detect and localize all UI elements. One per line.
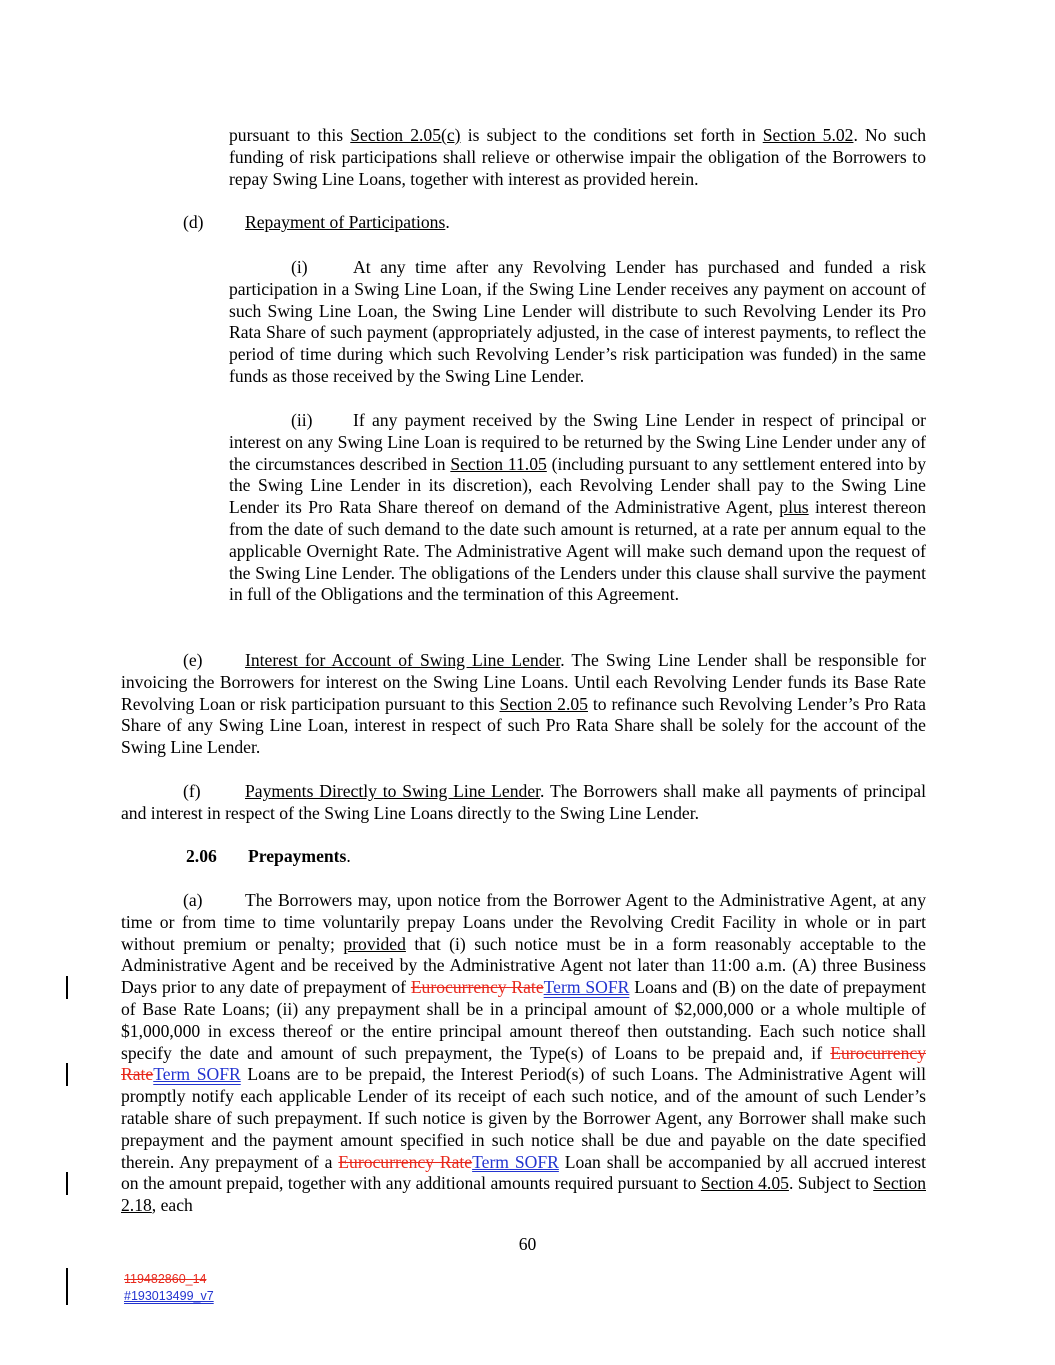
provided-term: provided <box>343 933 406 954</box>
paragraph-e: (e) Interest for Account of Swing Line Lender. The Swing Line Lender shall be responsible for invoicing the Borrowers for interest on the Swing Line Loans. Until each Revolving Lender funds its Base Rate Revolving Loan or risk participation pursuant to this Section 2.05 to refinance such Revolving Lender’s Pro Rata Share of any Swing Line Loan, interest in respect of such Pro Rata Share shall be solely for the account of the Swing Line Lender. <box>121 650 926 758</box>
paragraph-d-label: (d) <box>183 212 204 232</box>
section-ref-2-18: Section 2.18 <box>121 1173 926 1216</box>
section-ref-11-05: Section 11.05 <box>450 453 547 474</box>
paragraph-d-ii: (ii) If any payment received by the Swing Line Lender in respect of principal or interest on any Swing Line Loan is required to be returned by the Swing Line Lender under any of the circumstances described in Section 11.05 (including pursuant to any settlement entered into by the Swing Line Lender in its discretion), each Revolving Lender shall pay to the Swing Line Lender its Pro Rata Share thereof on demand of the Administrative Agent, plus interest thereon from the date of such demand to the date such amount is returned, at a rate per annum equal to the applicable Overnight Rate. The Administrative Agent will make such demand upon the request of the Swing Line Lender. The obligations of the Lenders under this clause shall survive the payment in full of the Obligations and the termination of this Agreement. <box>229 410 926 605</box>
paragraph-c-continuation: pursuant to this Section 2.05(c) is subject to the conditions set forth in Section 5.02. No such funding of risk participations shall relieve or otherwise impair the obligation of the Borrowers to repay Swing Line Loans, together with interest as provided herein. <box>229 125 926 189</box>
paragraph-e-label: (e) <box>183 650 203 670</box>
section-number: 2.06 <box>186 846 217 866</box>
paragraph-206a: (a) The Borrowers may, upon notice from the Borrower Agent to the Administrative Agent, at any time or from time to time voluntarily prepay Loans under the Revolving Credit Facility in whole or in part without premium or penalty; provided that (i) such notice must be in a form reasonably acceptable to the Administrative Agent and be received by the Administrative Agent not later than 11:00 a.m. (A) three Business Days prior to any date of prepayment of Eurocurrency RateTerm SOFR Loans and (B) on the date of prepayment of Base Rate Loans; (ii) any prepayment shall be in a principal amount of $2,000,000 or a whole multiple of $1,000,000 in excess thereof or the entire principal amount thereof then outstanding. Each such notice shall specify the date and amount of such prepayment, the Type(s) of Loans to be prepaid and, if Eurocurrency RateTerm SOFR Loans are to be prepaid, the Interest Period(s) of such Loans. The Administrative Agent will promptly notify each applicable Lender of its receipt of each such notice, and of the amount of such Lender’s ratable share of such prepayment. If such notice is given by the Borrower Agent, any Borrower shall make such prepayment and the payment amount specified in such notice shall be due and payable on the date specified therein. Any prepayment of a Eurocurrency RateTerm SOFR Loan shall be accompanied by all accrued interest on the amount prepaid, together with any additional amounts required pursuant to Section 4.05. Subject to Section 2.18, each <box>121 890 927 1216</box>
section-title: Prepayments <box>248 846 347 866</box>
paragraph-d-heading: (d) Repayment of Participations. <box>183 212 450 232</box>
paragraph-e-title: Interest for Account of Swing Line Lender <box>245 650 561 670</box>
inserted-text: Term SOFR <box>543 977 630 998</box>
paragraph-d-title: Repayment of Participations <box>245 212 446 232</box>
page-number: 60 <box>518 1234 537 1254</box>
paragraph-d-i-label: (i) <box>291 257 308 277</box>
section-ref-5-02: Section 5.02 <box>762 125 854 145</box>
section-2-06-heading: 2.06 Prepayments. <box>186 846 351 866</box>
inserted-text: Term SOFR <box>472 1151 559 1172</box>
inserted-text: Term SOFR <box>153 1064 241 1085</box>
paragraph-d-i: (i) At any time after any Revolving Lender has purchased and funded a risk participation in a Swing Line Loan, if the Swing Line Lender receives any payment on account of such Swing Line Loan, the Swing Line Lender will distribute to such Revolving Lender its Pro Rata Share of such payment (appropriately adjusted, in the case of interest payments, to reflect the period of time during which such Revolving Lender’s risk participation was funded) in the same funds as those received by the Swing Line Lender. <box>229 257 926 386</box>
paragraph-f-title: Payments Directly to Swing Line Lender <box>245 781 541 801</box>
section-ref-2-05c: Section 2.05(c) <box>350 125 461 145</box>
footer-doc-id-deleted: 119482860_14 <box>124 1272 207 1286</box>
change-bar <box>66 1268 68 1305</box>
change-bar <box>66 1172 68 1195</box>
deleted-text: Eurocurrency Rate <box>338 1151 473 1172</box>
paragraph-f: (f) Payments Directly to Swing Line Lender. The Borrowers shall make all payments of principal and interest in respect of the Swing Line Loans directly to the Swing Line Lender. <box>121 781 927 823</box>
change-bar <box>66 1063 68 1086</box>
paragraph-d-ii-label: (ii) <box>291 410 313 430</box>
footer-doc-id-inserted: #193013499_v7 <box>124 1289 214 1303</box>
plus-term: plus <box>779 497 809 518</box>
section-ref-2-05: Section 2.05 <box>499 693 588 714</box>
paragraph-f-label: (f) <box>183 781 201 801</box>
deleted-text: Eurocurrency Rate <box>121 1042 926 1085</box>
paragraph-206a-label: (a) <box>183 890 203 910</box>
deleted-text: Eurocurrency Rate <box>410 977 544 998</box>
change-bar <box>66 976 68 999</box>
section-ref-4-05: Section 4.05 <box>700 1173 789 1194</box>
